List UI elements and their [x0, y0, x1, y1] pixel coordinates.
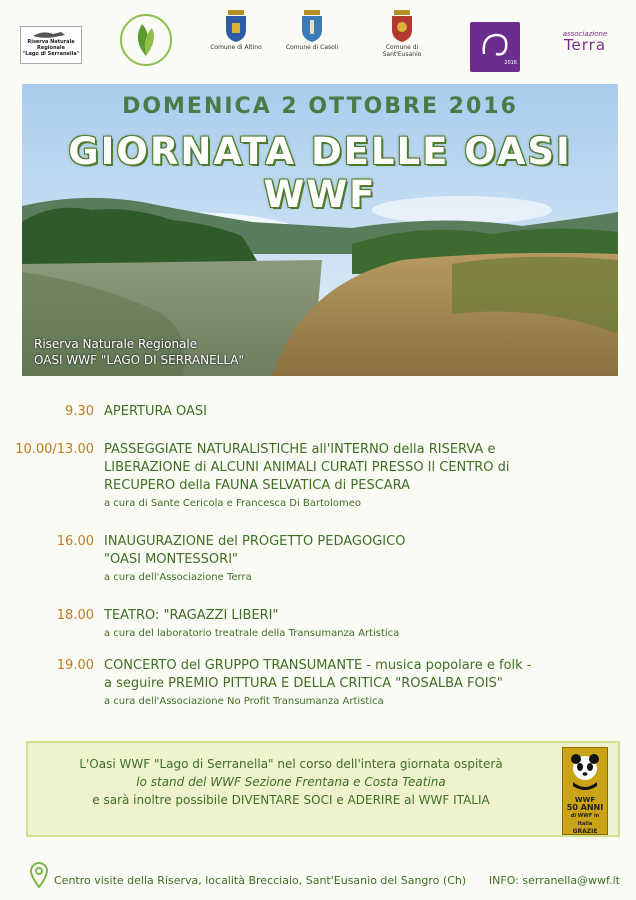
location-pin-icon — [30, 862, 48, 888]
casoli-label: Comune di Casoli — [285, 44, 339, 51]
footer-address: Centro visite della Riserva, località Brecciaio, Sant'Eusanio del Sangro (Ch) — [54, 874, 467, 887]
caption-line2: OASI WWF "LAGO DI SERRANELLA" — [34, 353, 245, 367]
casoli-crest — [284, 8, 340, 51]
band-line2: lo stand del WWF Sezione Frentana e Costa Teatina — [136, 775, 446, 789]
program-text: TEATRO: "RAGAZZI LIBERI" — [104, 608, 279, 623]
event-title: GIORNATA DELLE OASI WWF — [68, 130, 572, 216]
program-credit: a cura di Sante Cericola e Francesca Di Bartolomeo — [104, 498, 361, 509]
crest-icon — [387, 8, 417, 44]
transumanza-year: 2016 — [504, 60, 517, 66]
band-line1: L'Oasi WWF "Lago di Serranella" nel corso dell'intera giornata ospiterà — [79, 757, 503, 771]
program-time: 16.00 — [56, 534, 94, 549]
program-credit: a cura del laboratorio treatrale della Transumanza Artistica — [104, 628, 400, 639]
transumanza-logo — [470, 22, 520, 72]
wwf-50-badge — [562, 747, 608, 835]
reserve-logo-line2: "Lago di Serranella" — [22, 51, 80, 57]
program-text: PASSEGGIATE NATURALISTICHE all'INTERNO della RISERVA e — [104, 442, 496, 457]
badge-line3: GRAZIE — [572, 828, 598, 835]
badge-line2: di WWF in Italia — [570, 813, 600, 827]
altino-label: Comune di Altino — [210, 44, 262, 51]
badge-line1: 50 ANNI — [566, 803, 604, 812]
reserve-logo-line1: Riserva Naturale Regionale — [27, 39, 75, 51]
band-line3: e sarà inoltre possibile DIVENTARE SOCI e ADERIRE al WWF ITALIA — [92, 793, 490, 807]
footer — [30, 862, 620, 887]
program-text: CONCERTO del GRUPPO TRANSUMANTE - musica popolare e folk - — [104, 658, 532, 673]
program-time: 10.00/13.00 — [15, 442, 94, 457]
hero-photo — [22, 84, 618, 376]
laap-logo — [118, 10, 174, 72]
program-time: 19.00 — [56, 658, 94, 673]
program-text: INAUGURAZIONE del PROGETTO PEDAGOGICO — [104, 534, 406, 549]
info-band — [26, 741, 620, 837]
santeusanio-crest — [378, 8, 426, 58]
program-time: 9.30 — [65, 404, 94, 419]
badge-brand: WWF — [574, 796, 596, 804]
program-text: LIBERAZIONE di ALCUNI ANIMALI CURATI PRESSO Il CENTRO di — [104, 460, 510, 475]
caption-line1: Riserva Naturale Regionale — [34, 337, 198, 351]
santeusanio-label-1: Comune di — [385, 44, 419, 51]
program-time: 18.00 — [56, 608, 94, 623]
terra-logo — [552, 30, 618, 54]
program-credit: a cura dell'Associazione Terra — [104, 572, 252, 583]
crest-icon — [221, 8, 251, 44]
footer-info-email[interactable]: INFO: serranella@wwf.it — [488, 874, 620, 887]
photo-caption — [34, 336, 244, 368]
terra-small-label: associazione — [562, 30, 608, 38]
santeusanio-label-2: Sant'Eusanio — [382, 51, 422, 58]
logo-bar — [0, 0, 636, 82]
panda-icon — [563, 748, 607, 792]
program-credit: a cura dell'Associazione No Profit Transumanza Artistica — [104, 696, 384, 707]
program-text: "OASI MONTESSORI" — [104, 552, 239, 567]
program-text: APERTURA OASI — [104, 404, 208, 419]
reserve-logo — [20, 26, 82, 64]
event-date: DOMENICA 2 OTTOBRE 2016 — [122, 94, 518, 119]
altino-crest — [212, 8, 260, 51]
terra-name: Terra — [563, 36, 607, 54]
leaf-icon — [118, 10, 174, 72]
crest-icon — [297, 8, 327, 44]
program-text: a seguire PREMIO PITTURA E DELLA CRITICA "ROSALBA FOIS" — [104, 676, 503, 691]
bird-icon — [31, 29, 71, 39]
lake-landscape-image — [22, 84, 618, 376]
program-text: RECUPERO della FAUNA SELVATICA di PESCARA — [104, 478, 411, 493]
